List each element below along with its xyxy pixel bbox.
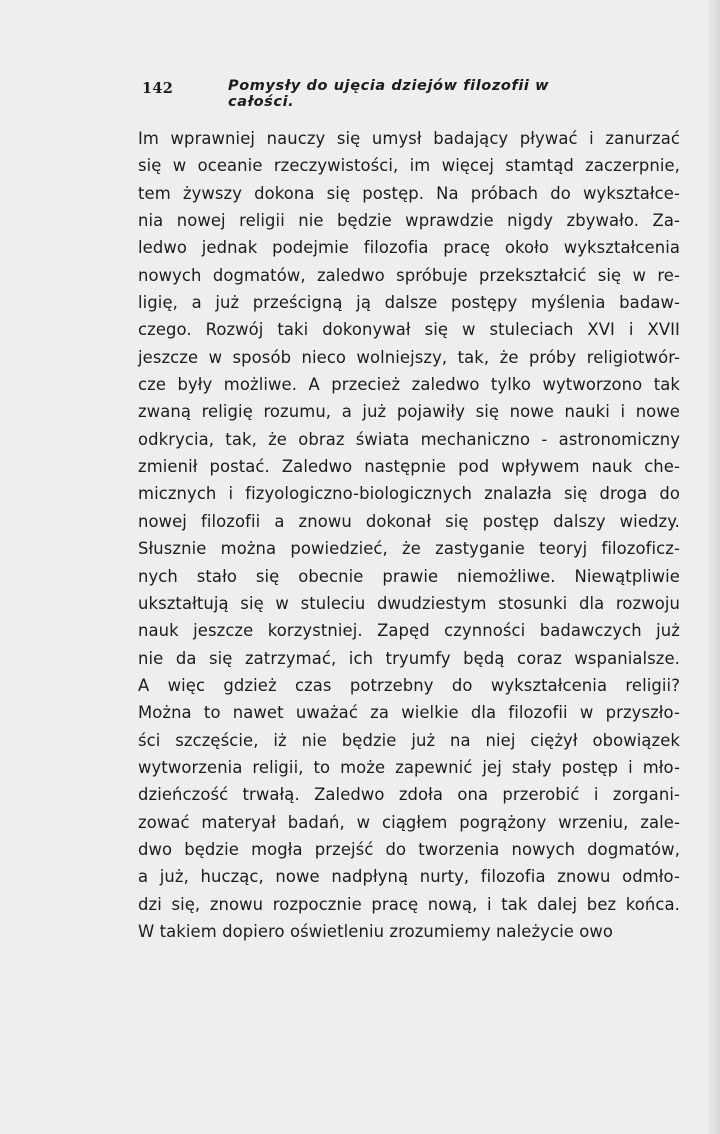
text-line: jeszcze w sposób nieco wolniejszy, tak, że próby religiotwór-	[138, 347, 680, 367]
text-line: Słusznie można powiedzieć, że zastyganie teoryj filozoficz-	[138, 539, 680, 559]
text-line: zwaną religię rozumu, a już pojawiły się nowe nauki i nowe	[138, 402, 680, 422]
text-line: dwo będzie mogła przejść do tworzenia nowych dogmatów,	[138, 839, 680, 859]
text-line: W takiem dopiero oświetleniu zrozumiemy należycie owo	[138, 921, 613, 941]
text-line: zmienił postać. Zaledwo następnie pod wpływem nauk che-	[138, 457, 680, 477]
page-number: 142	[142, 80, 174, 97]
text-line: micznych i fizyologiczno-biologicznych znalazła się droga do	[138, 484, 680, 504]
text-line: nych stało się obecnie prawie niemożliwe. Niewątpliwie	[138, 566, 680, 586]
text-line: dzieńczość trwałą. Zaledwo zdoła ona przerobić i zorgani-	[138, 785, 680, 805]
text-line: A więc gdzież czas potrzebny do wykształcenia religii?	[138, 675, 680, 695]
text-line: ligię, a już prześcigną ją dalsze postępy myślenia badaw-	[138, 293, 680, 313]
text-line: Można to nawet uważać za wielkie dla filozofii w przyszło-	[138, 703, 680, 723]
text-line: nowej filozofii a znowu dokonał się postęp dalszy wiedzy.	[138, 511, 680, 531]
text-line: nie da się zatrzymać, ich tryumfy będą coraz wspanialsze.	[138, 648, 680, 668]
text-line: odkrycia, tak, że obraz świata mechaniczno - astronomiczny	[138, 429, 680, 449]
page-header	[142, 74, 602, 110]
text-line: Im wprawniej nauczy się umysł badający pływać i zanurzać	[138, 129, 680, 148]
page-edge-shadow	[706, 0, 720, 1134]
running-head: Pomysły do ujęcia dziejów filozofii w całości.	[228, 78, 550, 110]
text-line: tem żywszy dokona się postęp. Na próbach do wykształce-	[138, 183, 680, 203]
text-line: dzi się, znowu rozpocznie pracę nową, i tak dalej bez końca.	[138, 894, 680, 914]
text-line: nauk jeszcze korzystniej. Zapęd czynności badawczych już	[138, 621, 680, 641]
text-line: nowych dogmatów, zaledwo spróbuje przekształcić się w re-	[138, 265, 680, 285]
text-line: a już, hucząc, nowe nadpłyną nurty, filozofia znowu odmło-	[138, 867, 680, 887]
text-line: ści szczęście, iż nie będzie już na niej ciężył obowiązek	[138, 730, 680, 750]
text-line: czego. Rozwój taki dokonywał się w stuleciach XVI i XVII	[138, 320, 680, 340]
body-text	[138, 125, 680, 945]
text-line: nia nowej religii nie będzie wprawdzie nigdy zbywało. Za-	[138, 211, 680, 231]
text-line: się w oceanie rzeczywistości, im więcej stamtąd zaczerpnie,	[138, 156, 680, 176]
text-line: cze były możliwe. A przecież zaledwo tylko wytworzono tak	[138, 375, 680, 395]
text-line: ledwo jednak podejmie filozofia pracę około wykształcenia	[138, 238, 680, 258]
text-line: zować materyał badań, w ciągłem pogrążony wrzeniu, zale-	[138, 812, 680, 832]
text-line: wytworzenia religii, to może zapewnić jej stały postęp i mło-	[138, 757, 680, 777]
text-line: ukształtują się w stuleciu dwudziestym stosunki dla rozwoju	[138, 593, 680, 613]
